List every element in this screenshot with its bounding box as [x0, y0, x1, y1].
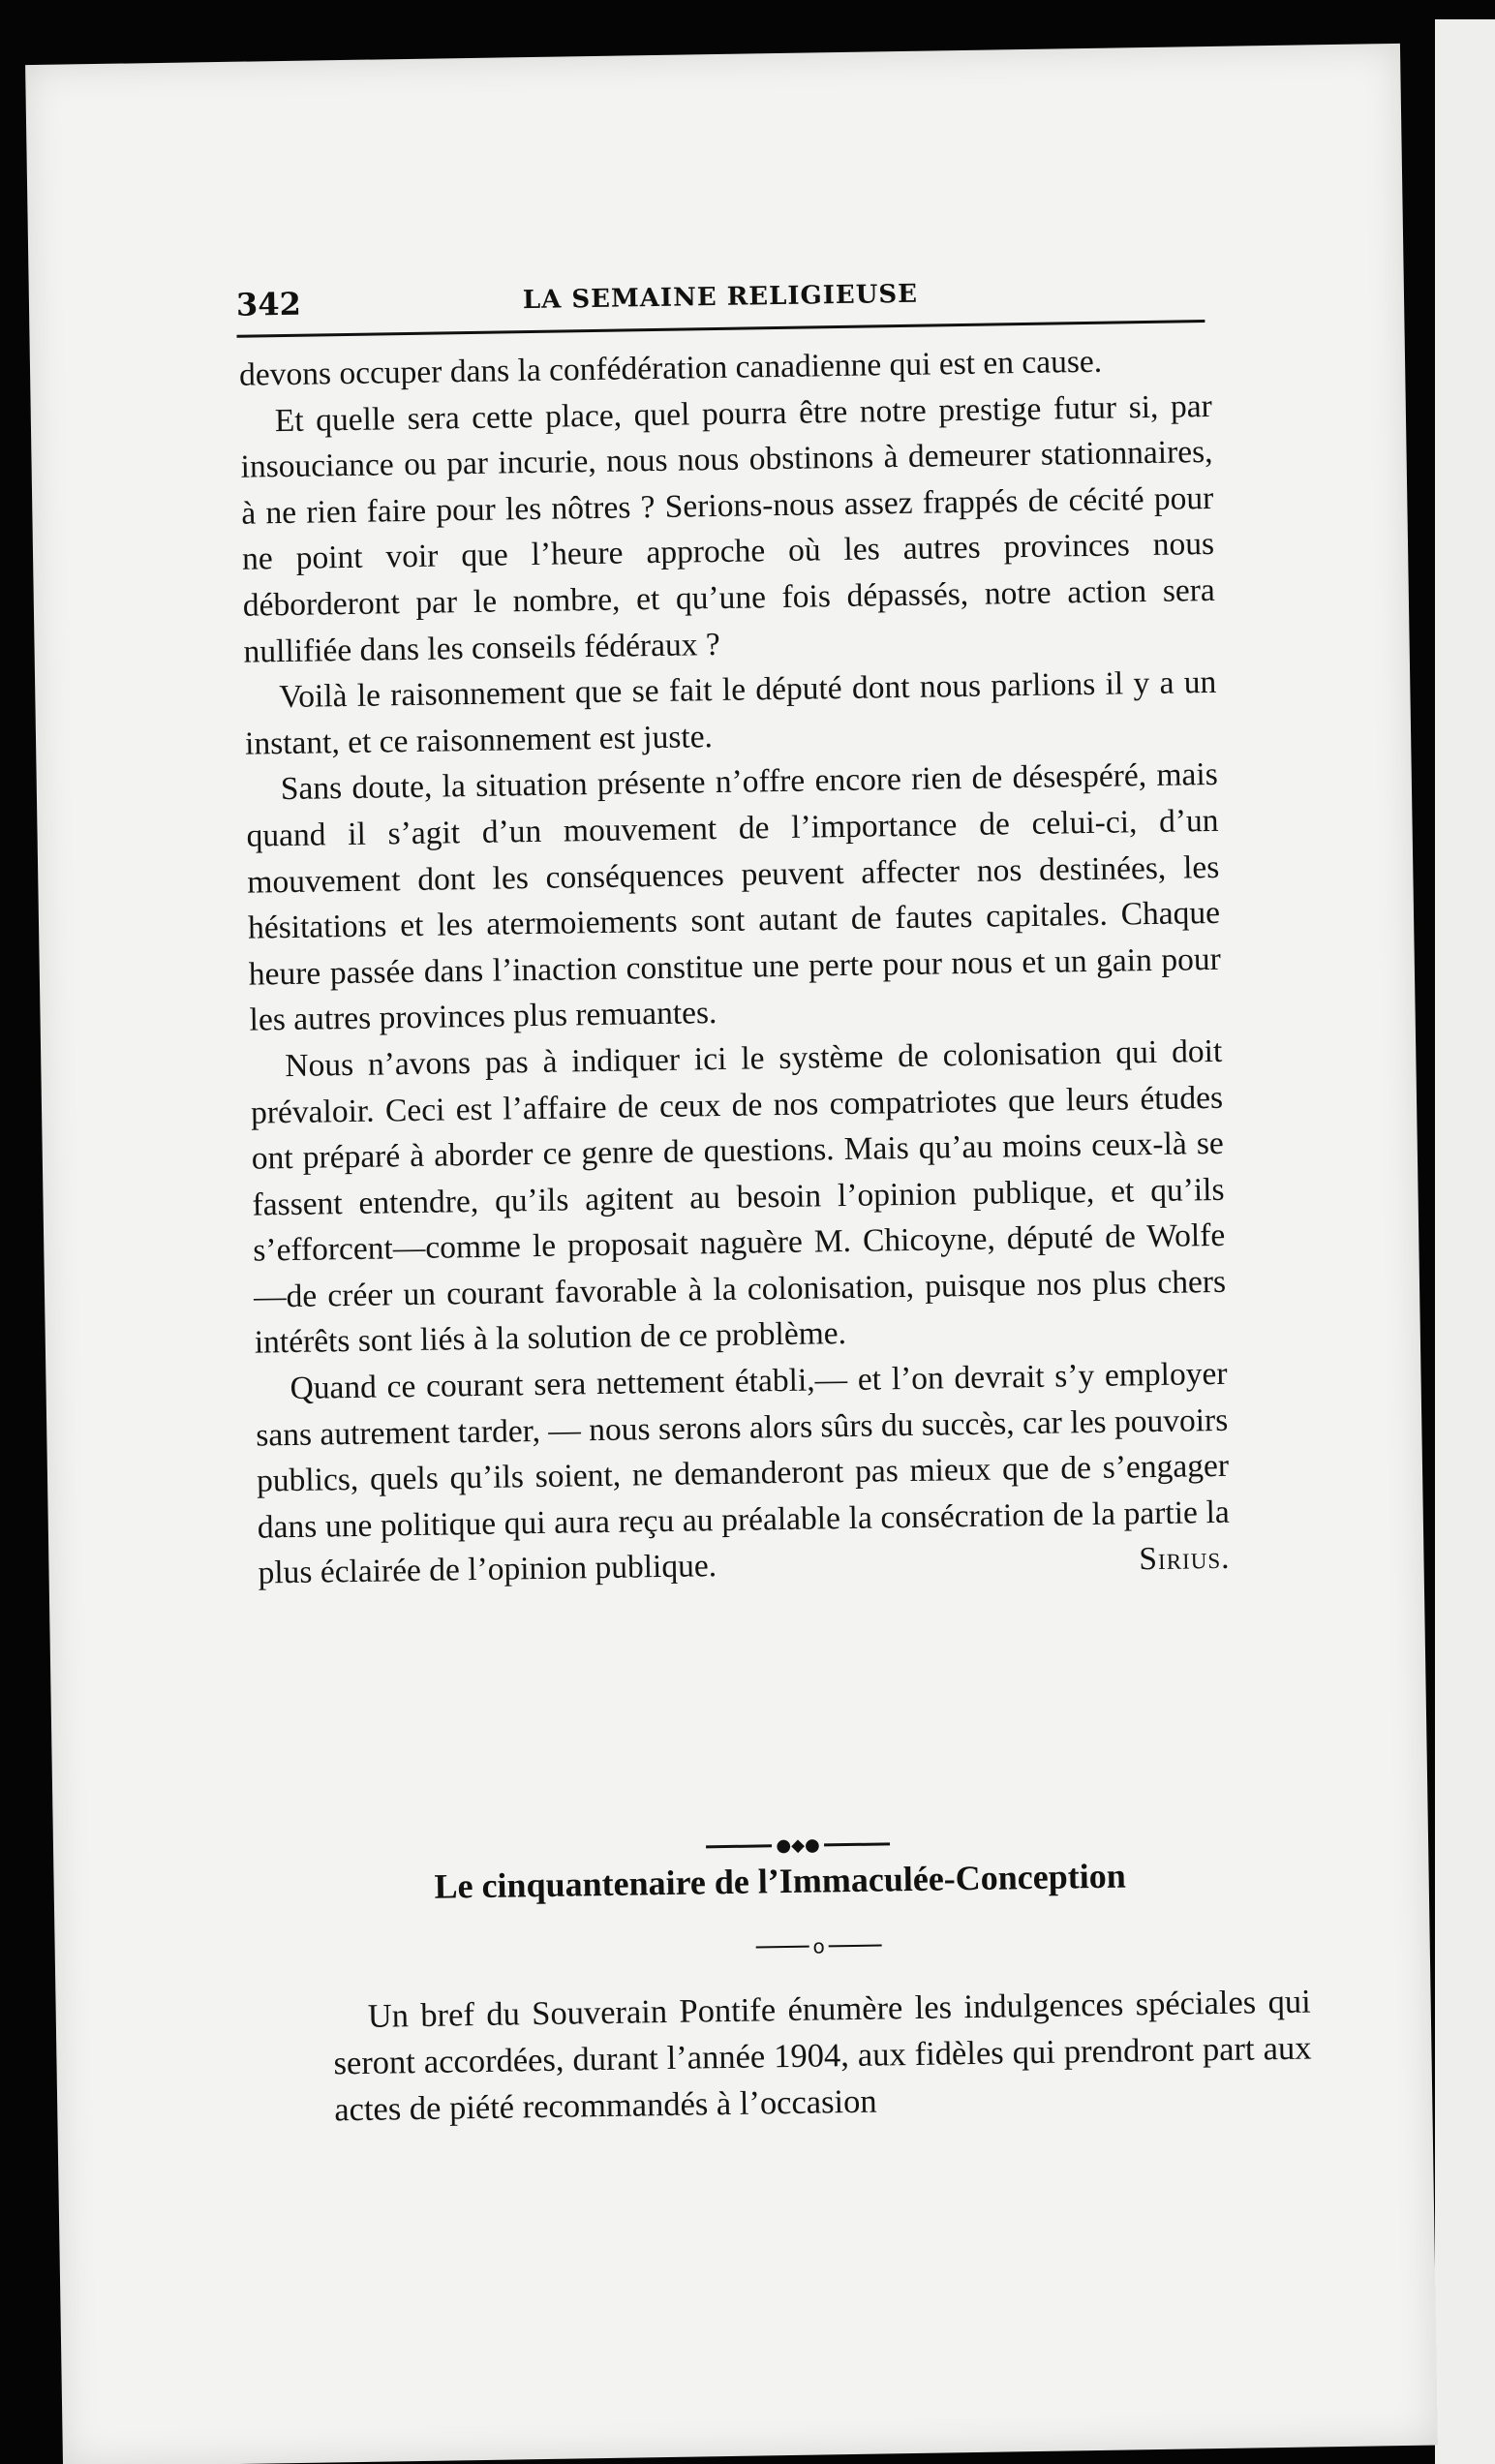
page-number: 342 — [235, 285, 302, 323]
article-paragraph-last — [255, 1351, 1231, 1597]
article-paragraph: devons occuper dans la confédération canadienne qui est en cause. — [238, 343, 1103, 393]
book-page — [25, 44, 1438, 2464]
next-page-edge — [1435, 19, 1495, 2464]
ornament-line-right — [824, 1842, 890, 1846]
ornament-icon: ●◆● — [776, 1833, 820, 1856]
article-paragraph: Voilà le raisonnement que se fait le député dont nous parlions il y a un instant, et ce raisonnement est juste. — [244, 664, 1217, 762]
divider-line-right — [829, 1944, 882, 1947]
article-body — [239, 337, 1231, 1597]
article-paragraph: Et quelle sera cette place, quel pourra être notre prestige futur si, par insouciance ou par incurie, nous nous obstinons à demeurer stationnaires, à ne rien faire pour les nôtres ? Serions-nous assez frappés de cécité pour ne point voir que l’heure approche où les autres provinces nous déborderont par le nombre, et qu’une fois dépassés, notre action sera nullifiée dans les conseils fédéraux ? — [240, 387, 1216, 670]
journal-title: LA SEMAINE RELIGIEUSE — [522, 279, 919, 316]
author-signature: Sirius. — [1139, 1540, 1231, 1578]
ornament-line-left — [706, 1844, 772, 1848]
header-rule — [236, 320, 1205, 338]
running-head — [236, 271, 1205, 341]
ornament-divider — [706, 1832, 890, 1858]
section-divider — [755, 1930, 881, 1961]
section-body — [332, 1979, 1312, 2134]
section-paragraph: Un bref du Souverain Pontife énumère les indulgences spéciales qui seront accordées, durant l’année 1904, aux fidèles qui prendront part aux actes de piété recommandés à l’occasion — [333, 1983, 1312, 2129]
divider-line-left — [756, 1946, 809, 1949]
article-paragraph-text: Quand ce courant sera nettement établi,— et l’on devrait s’y employer sans autrement tarder, — nous serons alors sûrs du succès, car les pouvoirs publics, quels qu’ils soient, ne demanderont pas mieux que de s’engager dans une politique qui aura reçu au préalable la consécration de la partie la plus éclairée de l’opinion publique. — [256, 1355, 1230, 1592]
article-paragraph: Sans doute, la situation présente n’offre encore rien de désespéré, mais quand il s’agit d’un mouvement de l’importance de celui-ci, d’un mouvement dont les conséquences peuvent affecter nos destinées, les hésitations et les atermoiements sont autant de fautes capitales. Chaque heure passée dans l’inaction constitue une perte pour nous et un gain pour les autres provinces plus remuantes. — [246, 756, 1222, 1038]
section-title: Le cinquantenaire de l’Immaculée-Conception — [434, 1856, 1127, 1906]
article-paragraph: Nous n’avons pas à indiquer ici le système de colonisation qui doit prévaloir. Ceci est l’affaire de ceux de nos compatriotes que leurs études ont préparé à aborder ce genre de questions. Mais qu’au moins ceux-là se fassent entendre, qu’ils agitent au besoin l’opinion publique, et qu’ils s’efforcent—comme le proposait naguère M. Chicoyne, député de Wolfe—de créer un courant favorable à la colonisation, puisque nos plus chers intérêts sont liés à la solution de ce problème. — [250, 1032, 1227, 1362]
divider-glyph: o — [812, 1934, 826, 1958]
